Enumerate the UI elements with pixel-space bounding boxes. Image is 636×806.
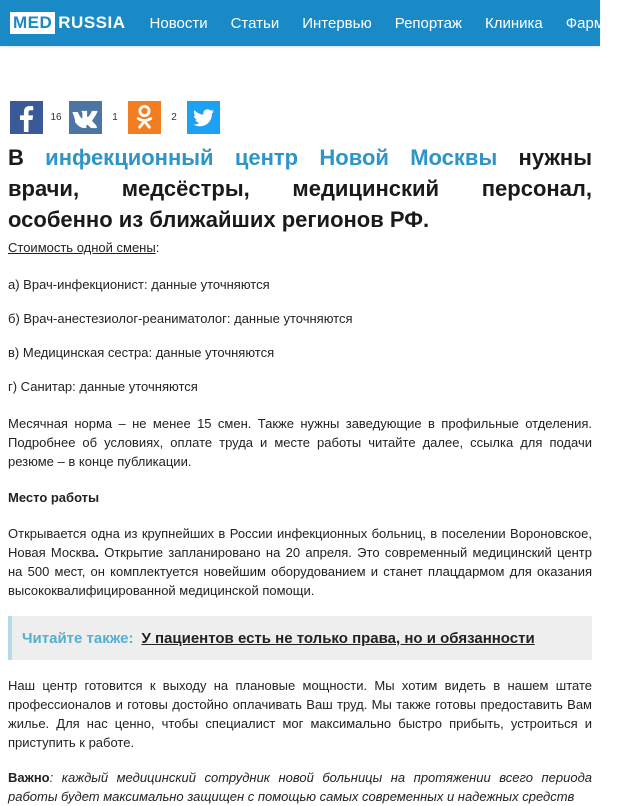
paragraph-norm: Месячная норма – не менее 15 смен. Также нужны заведующие в профильные отделения. Подробнее об условиях, оплате труда и месте работы читайте далее, ссылка для подачи резюме – в конце публикации. bbox=[8, 416, 592, 469]
vk-share-count: 1 bbox=[102, 101, 128, 134]
list-item: в) Медицинская сестра: данные уточняются bbox=[8, 345, 275, 360]
list-item: г) Санитар: данные уточняются bbox=[8, 379, 198, 394]
logo-russia: RUSSIA bbox=[58, 13, 126, 32]
facebook-share-count: 16 bbox=[43, 101, 69, 134]
odnoklassniki-icon bbox=[128, 101, 161, 134]
nav-item-news[interactable]: Новости bbox=[149, 14, 208, 32]
vk-share-button[interactable] bbox=[69, 101, 102, 134]
site-logo[interactable] bbox=[10, 12, 126, 34]
nav-item-articles[interactable]: Статьи bbox=[230, 14, 280, 32]
facebook-share-button[interactable] bbox=[10, 101, 43, 134]
cost-label: Стоимость одной смены bbox=[8, 240, 156, 255]
read-also-label: Читайте также: bbox=[22, 629, 134, 647]
list-item: а) Врач-инфекционист: данные уточняются bbox=[8, 277, 270, 292]
odnoklassniki-share-count: 2 bbox=[161, 101, 187, 134]
paragraph-center: Наш центр готовится к выходу на плановые мощности. Мы хотим видеть в нашем штате профессионалов и готовы достойно оплачивать Ваш труд. Мы также готовы предоставить Вам жилье. Для нас ценно, чтобы специалист мог максимально быстро прибыть, устроиться и приступить к работе. bbox=[8, 678, 592, 750]
section-heading-workplace: Место работы bbox=[8, 490, 100, 505]
main-nav bbox=[150, 15, 636, 32]
nav-item-interview[interactable]: Интервью bbox=[302, 14, 372, 32]
logo-med: MED bbox=[10, 12, 55, 34]
vk-icon bbox=[69, 101, 102, 134]
title-suffix: нужны врачи, медсёстры, медицинский персонал, особенно из ближайших регионов РФ. bbox=[8, 145, 592, 232]
facebook-icon bbox=[10, 101, 43, 134]
article-title bbox=[8, 142, 592, 235]
hospital-text-b: Открытие запланировано на 20 апреля. Это современный медицинский центр на 500 мест, он комплектуется новейшим оборудованием и станет плацдармом для оказания высококвалифицированной медицинской помощи. bbox=[8, 545, 592, 598]
paragraph-hospital bbox=[8, 524, 592, 600]
article-body bbox=[8, 238, 592, 806]
important-label: Важно bbox=[8, 770, 50, 785]
nav-item-pharma[interactable]: Фарма bbox=[565, 14, 613, 32]
important-text: : каждый медицинский сотрудник новой больницы на протяжении всего периода работы будет максимально защищен с помощью самых современных и надежных средств bbox=[8, 770, 592, 804]
twitter-share-button[interactable] bbox=[187, 101, 220, 134]
share-bar bbox=[10, 100, 220, 134]
read-also-link[interactable]: У пациентов есть не только права, но и обязанности bbox=[141, 629, 535, 647]
paragraph-important bbox=[8, 768, 592, 806]
list-item: б) Врач-анестезиолог-реаниматолог: данные уточняются bbox=[8, 311, 353, 326]
cost-colon: : bbox=[155, 240, 160, 255]
site-header bbox=[0, 0, 613, 46]
nav-item-report[interactable]: Репортаж bbox=[394, 14, 462, 32]
twitter-icon bbox=[187, 101, 220, 134]
read-also-box bbox=[8, 616, 592, 660]
hospital-dot: . bbox=[95, 545, 99, 560]
cost-paragraph bbox=[8, 238, 592, 257]
nav-item-clinic[interactable]: Клиника bbox=[484, 14, 543, 32]
odnoklassniki-share-button[interactable] bbox=[128, 101, 161, 134]
title-prefix: В bbox=[8, 145, 46, 170]
hospital-text-a: Открывается одна из крупнейших в России инфекционных больниц, в поселении Вороновское, Новая Москва bbox=[8, 526, 592, 560]
title-link[interactable]: инфекционный центр Новой Москвы bbox=[45, 145, 498, 170]
